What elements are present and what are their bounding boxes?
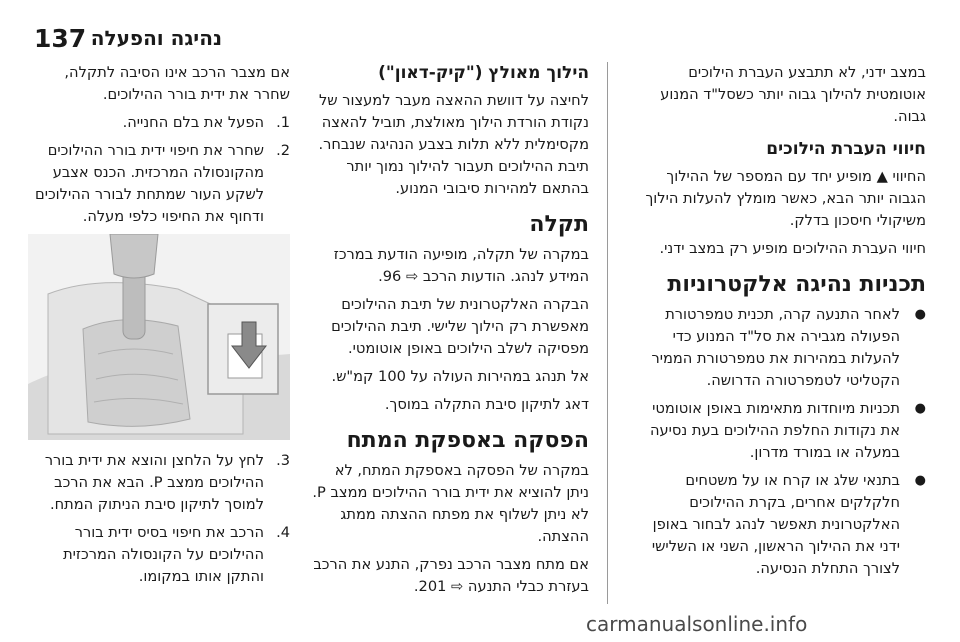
- fault-heading: תקלה: [529, 212, 589, 237]
- list-item: ● תכניות מיוחדות מתאימות באופן אוטומטי את נקודות החלפת ההילוכים בעת נסיעה במעלה או במורד מדרון.: [644, 398, 926, 464]
- page-number: 137: [34, 24, 87, 53]
- release-steps-bottom: [28, 450, 290, 588]
- list-item: ● לאחר התנעה קרה, תכנית טמפרטורת הפעולה מגבירה את סל"ד המנוע כדי להעלות במהירות את טמפרטורת הממיר הקטליטי לטמפרטורה הדרושה.: [644, 304, 926, 392]
- list-item: ● בתנאי שלג או קרח או על משטחים חלקלקים אחרים, בקרת ההילוכים האלקטרונית תאפשר לנהג לבחור באופן ידני את ההילוך הראשון, השני או השלישי לצורך התחלת הנסיעה.: [644, 470, 926, 580]
- middle-column: [309, 62, 608, 604]
- driving-programs-heading: תכניות נהיגה אלקטרוניות: [667, 272, 926, 297]
- left-column: [28, 62, 290, 594]
- shift-indicator-text-2: חיווי העברת ההילוכים מופיע רק במצב ידני.: [659, 240, 926, 257]
- fault-text-3: אל תנהג במהירות העולה על 100 קמ"ש.: [331, 368, 589, 385]
- kickdown-heading: הילוך מאולץ ("קיק-דאון"): [378, 63, 589, 83]
- list-item: 3. לחץ על הלחצן והוצא את ידית בורר ההילוכים ממצב P. הבא את הרכב למוסך לתיקון סיבת הניתוק המתח.: [44, 452, 290, 513]
- shift-indicator-heading: חיווי העברת הילוכים: [766, 139, 926, 159]
- power-interruption-text-1: במקרה של הפסקה באספקת המתח, לא ניתן להוציא את ידית בורר ההילוכים ממצב P. לא ניתן לשלוף את מפתח ההצתה ממתג ההצתה.: [312, 462, 589, 545]
- fault-text-2: הבקרה האלקטרונית של תיבת ההילוכים מאפשרת רק הילוך שלישי. תיבת ההילוכים מפסיקה לשלב הילוכים באופן אוטומטי.: [331, 296, 589, 357]
- page-header: [0, 0, 960, 58]
- release-steps-top: [28, 112, 290, 228]
- list-item: 2. שחרר את חיפוי ידית בורר ההילוכים מהקונסולה המרכזית. הכנס אצבע לשקע העור שמתחת לבורר ההילוכים ודחוף את החיפוי כלפי מעלה.: [35, 142, 290, 225]
- page-heading: נהיגה והפעלה: [90, 26, 222, 50]
- list-item: 4. הרכב את חיפוי בסיס ידית בורר ההילוכים על הקונסולה המרכזית והתקן אותו במקומו.: [63, 524, 290, 585]
- list-item: 1. הפעל את בלם החנייה.: [122, 114, 290, 131]
- right-column: [644, 62, 926, 586]
- kickdown-text: לחיצה על דוושת ההאצה מעבר למעצור של נקודת הורדת הילוך מאולצת, תוביל להאצה מקסימלית ללא תלות בצבע הנהיגה שנבחר. תיבת ההילוכים תעבור להילוך נמוך יותר בהתאם למהירות סיבובי המנוע.: [318, 92, 589, 197]
- shift-indicator-text-1: החיווי ▲ מופיע יחד עם המספר של ההילוך הגבוה יותר הבא, כאשר מומלץ להעלות הילוך משיקולי חיסכון בדלק.: [645, 168, 926, 229]
- release-intro: אם מצבר הרכב אינו הסיבה לתקלה, שחרר את ידית בורר ההילוכים.: [64, 64, 290, 103]
- gear-selector-illustration: [28, 234, 290, 440]
- power-interruption-heading: הפסקה באספקת המתח: [346, 428, 589, 453]
- manual-mode-note: במצב ידני, לא תתבצע העברת הילוכים אוטומטית להילוך גבוה יותר כשסל"ד המנוע גבוה.: [660, 64, 926, 125]
- watermark: carmanualsonline.info: [586, 612, 808, 636]
- fault-text-4: דאג לתיקון סיבת התקלה במוסך.: [384, 396, 589, 413]
- driving-programs-list: [644, 304, 926, 580]
- fault-text-1: במקרה של תקלה, מופיעה הודעת במרכז המידע לנהג. הודעות הרכב ⇨ 96.: [333, 246, 589, 285]
- power-interruption-text-2: אם מתח מצבר הרכב נפרק, התנע את הרכב בעזרת כבלי התנעה ⇨ 201.: [313, 556, 589, 595]
